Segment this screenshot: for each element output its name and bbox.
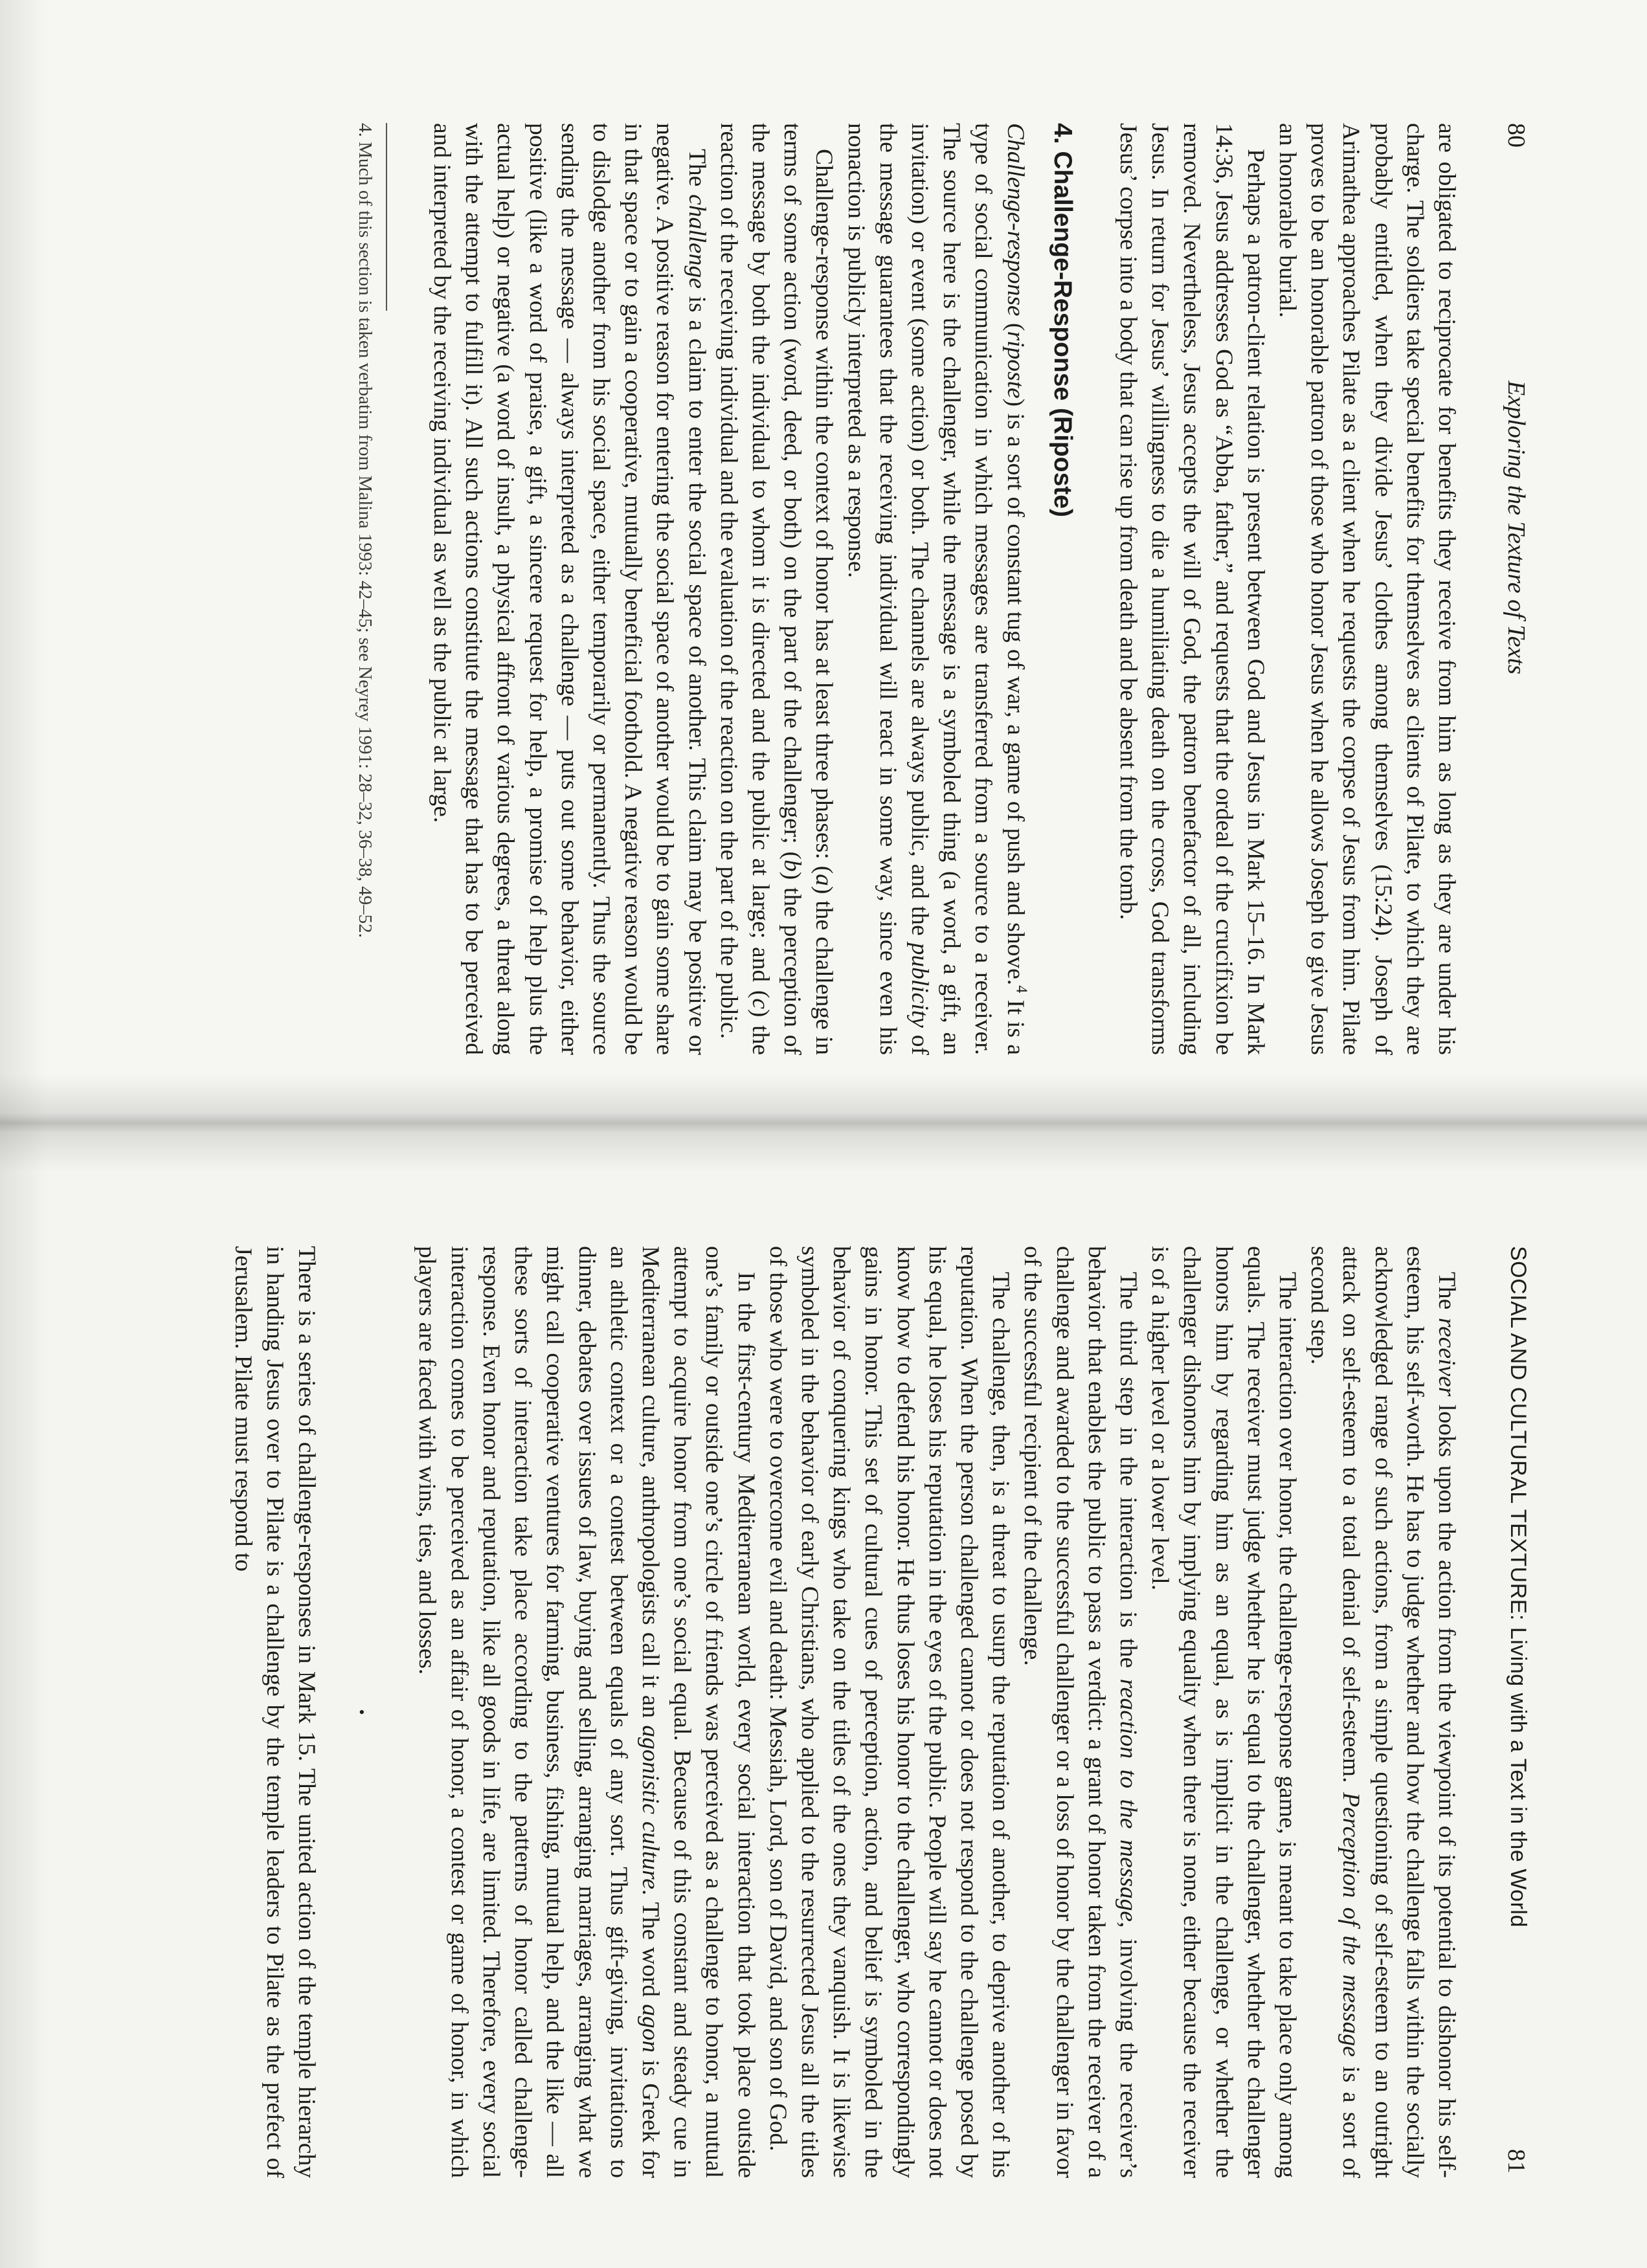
- footnote-marker: 4: [1013, 985, 1030, 994]
- footnote: 4. Much of this section is taken verbatim from Malina 1993: 42–45; see Neyrey 1991: 28–32, 36–38, 49–52.: [354, 123, 375, 938]
- paragraph: Challenge-response (riposte) is a sort of constant tug of war, a game of push and shove.$^4$ It is a type of social communication in which messages are transferred from a source to a receiver. The source here is the challenger, while the message is a symboled thing (a word, a gift, an invitation) or event (some action) or both. The channels are always public, and the publicity of the message guarantees that the receiving individual will react in some way, since even his nonaction is publicly interpreted as a response.: [842, 123, 1030, 1055]
- left-body-text: [353, 123, 1462, 1055]
- left-running-head: Exploring the Texture of Texts: [1503, 381, 1530, 674]
- left-page: [0, 0, 1647, 1120]
- right-page: [0, 1120, 1647, 2268]
- paragraph: Perhaps a patron-client relation is present between God and Jesus in Mark 15–16. In Mark 14:36, Jesus addresses God as “Abba, father,” and requests that the ordeal of the crucifixion be removed. Nevertheless, Jesus accepts the will of God, the patron benefactor of all, including Jesus. In return for Jesus’ willingness to die a humiliating death on the cross, God transforms Jesus’ corpse into a body that can rise up from death and be absent from the tomb.: [1114, 123, 1269, 1055]
- book-gutter-shadow: [0, 1074, 1647, 1172]
- paragraph: The third step in the interaction is the reaction to the message, involving the receiver’s behavior that enables the public to pass a verdict: a grant of honor taken from the receiver of a challenge and awarded to the successful challenger or a loss of honor by the challenger in favor of the successful recipient of the challenge.: [1019, 1246, 1141, 2178]
- right-body-text: [227, 1246, 1462, 2178]
- right-running-head: SOCIAL AND CULTURAL TEXTURE: Living with a Text in the World: [1506, 1246, 1530, 1928]
- section-break-ornament: •: [352, 1709, 372, 1715]
- paragraph: The receiver looks upon the action from the viewpoint of its potential to dishonor his self-esteem, his self-worth. He has to judge whether and how the challenge falls within the socially acknowledged range of such actions, from a simple questioning of self-esteem to an outright attack on self-esteem to a total denial of self-esteem. Perception of the message is a sort of second step.: [1306, 1246, 1460, 2179]
- footnote-rule: [386, 123, 387, 311]
- paragraph: are obligated to reciprocate for benefits they receive from him as long as they are under his charge. The soldiers take special benefits for themselves as clients of Pilate, to which they are probably entitled, when they divide Jesus’ clothes among themselves (15:24). Joseph of Arimathea approaches Pilate as a client when he requests the corpse of Jesus from him. Pilate proves to be an honorable patron of those who honor Jesus when he allows Joseph to give Jesus an honorable burial.: [1273, 123, 1460, 1055]
- right-page-number: 81: [1503, 2149, 1530, 2174]
- page-edge-shadow: [0, 0, 48, 2268]
- paragraph: The challenge, then, is a threat to usurp the reputation of another, to deprive another of his reputation. When the person challenged cannot or does not respond to the challenge posed by his equal, he loses his reputation in the eyes of the public. People will say he cannot or does not know how to defend his honor. He thus loses his honor to the challenger, who correspondingly gains in honor. This set of cultural cues of perception, action, and belief is symboled in the behavior of conquering kings who take on the titles of the ones they vanquish. It is likewise symboled in the behavior of early Christians, who applied to the resurrected Jesus all the titles of those who were to overcome evil and death: Messiah, Lord, son of David, and son of God.: [764, 1246, 1014, 2178]
- paragraph: There is a series of challenge-responses in Mark 15. The united action of the temple hierarchy in handing Jesus over to Pilate is a challenge by the temple leaders to Pilate as the prefect of Jerusalem. Pilate must respond to: [229, 1246, 320, 2178]
- paragraph: The challenge is a claim to enter the social space of another. This claim may be positive or negative. A positive reason for entering the social space of another would be to gain some share in that space or to gain a cooperative, mutually beneficial foothold. A negative reason would be to dislodge another from his social space, either temporarily or permanently. Thus the source sending the message — always interpreted as a challenge — puts out some behavior, either positive (like a word of praise, a gift, a sincere request for help, a promise of help plus the actual help) or negative (a word of insult, a physical affront of various degrees, a threat along with the attempt to fulfill it). All such actions constitute the message that has to be perceived and interpreted by the receiving individual as well as the public at large.: [428, 123, 710, 1055]
- paragraph: In the first-century Mediterranean world, every social interaction that took place outside one’s family or outside one’s circle of friends was perceived as a challenge to honor, a mutual attempt to acquire honor from one’s social equal. Because of this constant and steady cue in Mediterranean culture, anthropologists call it an agonistic culture. The word agon is Greek for an athletic context or a contest between equals of any sort. Thus gift-giving, invitations to dinner, debates over issues of law, buying and selling, arranging marriages, arranging what we might call cooperative ventures for farming, business, fishing, mutual help, and the like — all these sorts of interaction take place according to the patterns of honor called challenge-response. Even honor and reputation, like all goods in life, are limited. Therefore, every social interaction comes to be perceived as an affair of honor, a contest or game of honor, in which players are faced with wins, ties, and losses.: [414, 1246, 759, 2178]
- paragraph: Challenge-response within the context of honor has at least three phases: (a) the challenge in terms of some action (word, deed, or both) on the part of the challenger; (b) the perception of the message by both the individual to whom it is directed and the public at large; and (c) the reaction of the receiving individual and the evaluation of the reaction on the part of the public.: [715, 123, 838, 1056]
- section-heading: 4. Challenge-Response (Riposte): [1048, 123, 1077, 517]
- paragraph: The interaction over honor, the challenge-response game, is meant to take place only among equals. The receiver must judge whether he is equal to the challenger, whether the challenger honors him by regarding him as an equal, as is implicit in the challenge, or whether the challenger dishonors him by implying equality when there is none, either because the receiver is of a higher level or a lower level.: [1147, 1246, 1301, 2178]
- left-page-number: 80: [1503, 123, 1530, 148]
